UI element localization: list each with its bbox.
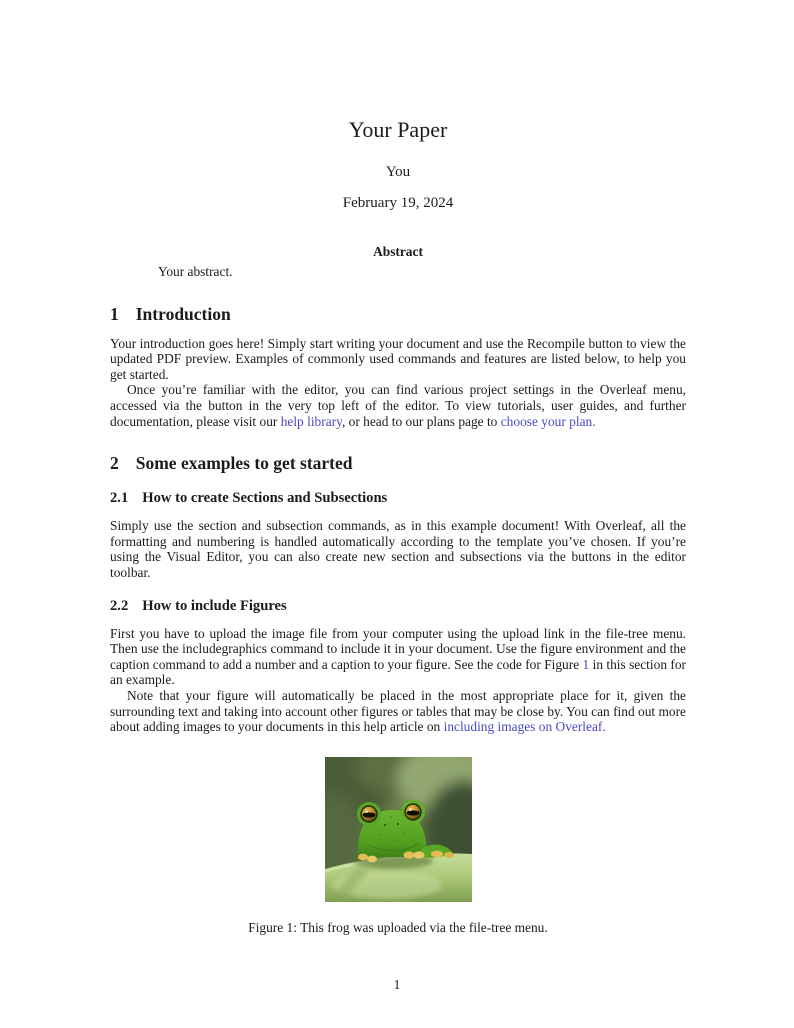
abstract-heading: Abstract — [373, 244, 423, 259]
help-library-link[interactable]: help library — [280, 413, 342, 429]
subsection-2-1-title: How to create Sections and Subsections — [142, 490, 388, 507]
document-content — [110, 0, 686, 935]
section-1-title: Introduction — [135, 303, 231, 324]
figures-paragraph-2 — [110, 688, 686, 735]
paragraph-text: , or head to our plans page to — [341, 413, 501, 429]
section-2-number: 2 — [110, 453, 119, 474]
subsection-2-2-heading — [110, 598, 686, 614]
section-2-title: Some examples to get started — [135, 453, 353, 474]
paper-title: Your Paper — [348, 117, 448, 142]
including-images-link[interactable]: including images on Overleaf. — [443, 719, 606, 735]
paragraph-text: Once you’re familiar with the editor, you can find various project settings in the Overleaf menu, accessed via the button in the very top left of the editor. To view tutorials, user guides, and further documentation, please visit our — [110, 382, 686, 429]
subsection-2-1-heading — [110, 490, 686, 506]
figure-1 — [110, 757, 686, 935]
figure-1-caption: Figure 1: This frog was uploaded via the file-tree menu. — [248, 919, 548, 935]
figures-paragraph-1 — [110, 626, 686, 688]
intro-paragraph-2 — [110, 382, 686, 429]
choose-your-plan-link[interactable]: choose your plan. — [500, 413, 596, 429]
sections-paragraph: Simply use the section and subsection commands, as in this example document! With Overleaf, all the formatting and numbering is handled automatically according to the template you’ve chosen. If you’re using the Visual Editor, you can also create new section and subsections via the buttons in the editor toolbar. — [110, 518, 686, 580]
page-number: 1 — [393, 977, 401, 992]
section-1-heading — [110, 304, 686, 324]
paragraph-text: in this section for an example. — [110, 656, 686, 688]
subsection-2-2-title: How to include Figures — [142, 597, 287, 614]
intro-paragraph-1: Your introduction goes here! Simply start writing your document and use the Recompile button to view the updated PDF preview. Examples of commonly used commands and features are listed below, to help you get started. — [110, 335, 686, 382]
figure-1-reference-link[interactable]: 1 — [582, 656, 590, 672]
section-2-heading — [110, 453, 686, 473]
frog-photo — [325, 757, 472, 902]
paragraph-text: Note that your figure will automatically be placed in the most appropriate place for it, given the surrounding text and taking into account other figures or tables that may be close by. You can find out more about adding images to your documents in this help article on — [110, 687, 686, 735]
paper-author: You — [385, 164, 411, 180]
paper-date: February 19, 2024 — [342, 195, 454, 211]
subsection-2-1-number: 2.1 — [110, 490, 129, 507]
abstract-body: Your abstract. — [158, 264, 233, 279]
section-1-number: 1 — [110, 303, 119, 324]
subsection-2-2-number: 2.2 — [110, 597, 129, 614]
paragraph-text: First you have to upload the image file from your computer using the upload link in the file-tree menu. Then use the includegraphics command to include it in your document. Use the figure environment and the caption command to add a number and a caption to your figure. See the code for Figure — [110, 625, 686, 672]
